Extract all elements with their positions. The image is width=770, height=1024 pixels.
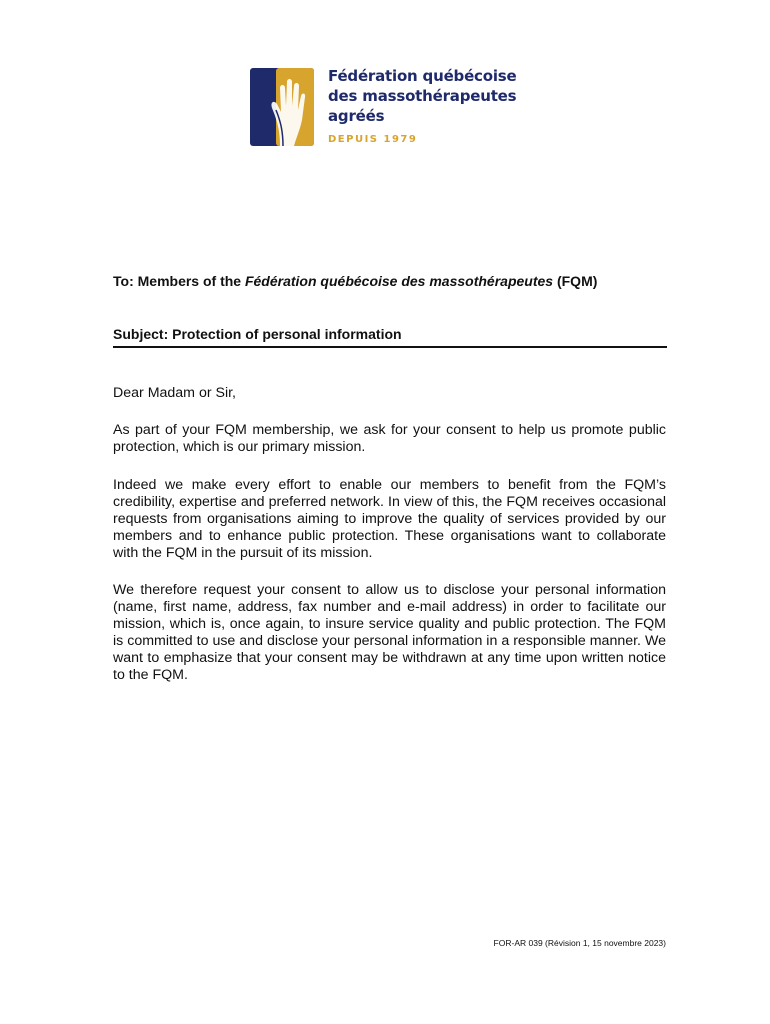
- fqm-logo: [250, 66, 517, 150]
- recipient-line: [113, 273, 597, 289]
- paragraph-1: As part of your FQM membership, we ask for your consent to help us promote public protection, which is our primary mission.: [113, 422, 666, 455]
- hand-emblem-icon: [250, 68, 314, 146]
- subject-line: Subject: Protection of personal information: [113, 326, 402, 342]
- form-reference: FOR-AR 039 (Révision 1, 15 novembre 2023): [493, 938, 666, 948]
- logo-line-1: Fédération québécoise: [328, 67, 517, 85]
- greeting: Dear Madam or Sir,: [113, 385, 236, 401]
- paragraph-3: We therefore request your consent to allow us to disclose your personal information (name, first name, address, fax number and e-mail address) in order to facilitate our mission, which is, once again, to insure service quality and public protection. The FQM is committed to use and disclose your personal information in a responsible manner. We want to emphasize that your consent may be withdrawn at any time upon written notice to the FQM.: [113, 582, 666, 683]
- logo-since: DEPUIS 1979: [328, 134, 418, 145]
- logo-line-2: des massothérapeutes: [328, 87, 517, 105]
- logo-wordmark: [328, 66, 517, 126]
- paragraph-2: Indeed we make every effort to enable our members to benefit from the FQM’s credibility, expertise and preferred network. In view of this, the FQM receives occasional requests from organisations aiming to improve the quality of services provided by our members and to enhance public protection. These organisations want to collaborate with the FQM in the pursuit of its mission.: [113, 477, 666, 561]
- recipient-suffix: (FQM): [553, 273, 598, 289]
- recipient-prefix: To: Members of the: [113, 273, 245, 289]
- logo-line-3: agréés: [328, 107, 385, 125]
- recipient-organization: Fédération québécoise des massothérapeutes: [244, 273, 554, 289]
- subject-divider: [113, 346, 667, 348]
